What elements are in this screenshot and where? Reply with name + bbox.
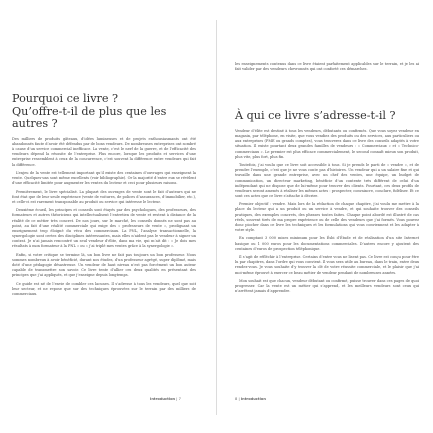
right-paragraph: En comptant 3 000 mises minimum pour les Ésbi d’Étude et de réalisation d’un site Internet basique ou 1 000 euros pour les documentations commerciales. D’autres encore y ajoutent des centaines d’euros de prospection téléphonique.: [235, 236, 419, 251]
right-page-top-text: [235, 62, 419, 72]
right-footer-separator: |: [238, 397, 241, 401]
left-heading-line2: Qu’offre-t-il de plus que les autres ?: [12, 104, 167, 131]
right-paragraph: Toutefois, j’ai voulu que ce livre soit accessible à tous. Si je prends le parti de « vendre », et de prendre l’exemple, c’est que je ne vous conte pas d’histoires. Un vendeur qui a un salaire fixe et qui travaille dans une grande entreprise, avec un chef des ventes, une équipe, un budget de communication, un directeur marketing, bénéficie d’un contexte très différent de celui d’un indépendant qui ne dispose que de lui-même pour trouver des clients. Pourtant, ces deux profils de vendeurs seront amenés à réaliser les mêmes actes : prospecter, convaincre, conclure, fidéliser. Et ce sont ces actes que ce livre s’attache à décrire.: [235, 163, 419, 198]
right-paragraph: Premier objectif : vendre. Mais lors de la rédaction de chaque chapitre, j’ai voulu me mettre à la place du lecteur qui a un produit ou un service à vendre, et qui souhaite trouver des conseils pratiques, des exemples concrets, des phrases toutes faites. Chaque point abordé est illustré de cas réels, souvent tirés de ma propre expérience ou de celle des vendeurs que j’ai formés. Vous pouvez donc piocher dans ce livre les techniques et les formulations qui vous conviennent et les adapter à votre style.: [235, 202, 419, 233]
left-page-footer: [150, 397, 181, 401]
right-page-heading: À qui ce livre s’adresse-t-il ?: [235, 109, 396, 123]
left-page-number: 7: [178, 397, 181, 401]
left-page-body: [12, 137, 196, 297]
left-paragraph: Ce guide est né de l’envie de combler ces lacunes. Il s’adresse à tous les vendeurs, quel que soit leur secteur, et ne repose que sur des techniques éprouvées sur le terrain par des milliers de commerciaux.: [12, 281, 196, 296]
right-page-footer: [235, 397, 266, 401]
right-paragraph: Vendeur d’élite est destiné à tous les vendeurs, débutants ou confirmés. Que vous soyez vendeur en magasin, par téléphone, en visite, que vous vendiez des produits ou des services, aux particuliers ou aux entreprises (PME ou grands comptes), vous trouverez dans ce livre des conseils adaptés à votre situation. Il existe pourtant deux grandes familles de vendeurs : « Commerciaux » et « Technico-commerciaux ». Le premier est plus efficace commercialement, le second connaît mieux son produit, plus vite, plus fort, plus fin.: [235, 128, 419, 159]
left-paragraph: Deuxième écueil, les principes et conseils sont étayés par des psychologues, des professeurs, des formateurs et autres théoriciens qui intellectualisent l’entretien de vente et restent à distance de la réalité de ce métier très concret. De nos jours, sur le marché, les conseils donnés ne sont pas au point, au fait d’une réalité commerciale qui exige des « professeurs de vente », prodiguant un enseignement trop éloigné du vécu des commerciaux. La PNL, l’analyse transactionnelle, la synergologie sont certes des disciplines intéressantes, mais elles n’aident pas le vendeur à signer un contrat. Je n’ai jamais rencontré un seul vendeur d’élite, dans ma vie, qui m’ait dit : « Je dois mes résultats à mon formateur à la PNL » ou « j’ai triplé mes ventes grâce à la synergologie ».: [12, 208, 196, 249]
left-heading-line1: Pourquoi ce livre ?: [12, 92, 119, 105]
left-footer-separator: |: [176, 397, 179, 401]
left-page: [12, 93, 196, 300]
left-page-heading: [12, 93, 196, 131]
left-paragraph: Enfin, si votre critique se termine là, un bon livre ne fait pas toujours un bon professeur. Nous sommes nombreux à avoir bénéficié, durant nos études, d’un professeur agrégé, super diplômé, mais doté d’une pédagogie désastreuse. Un vendeur de haut niveau n’est pas forcément un bon auteur capable de transmettre son savoir. Ce livre tente d’allier ces deux qualités en présentant des principes que j’ai appliqués, et que j’enseigne depuis longtemps.: [12, 252, 196, 278]
right-footer-label: Introduction: [240, 397, 266, 401]
right-paragraph: Mon souhait est que chacun, vendeur débutant ou confirmé, puisse trouver dans ces pages de quoi progresser. Car la vente est un métier qui s’apprend, et les meilleurs vendeurs sont ceux qui n’arrêtent jamais d’apprendre.: [235, 278, 419, 294]
left-paragraph: Des milliers de produits gâteaux, d’idées lumineuses et de projets enthousiasmants ont été abandonnés faute d’avoir été défendus par de bons vendeurs. De nombreuses entreprises ont sombré à cause d’un service commercial inefficace. La vente, c’est le nerf de la guerre, et de l’efficacité des vendeurs dépend la réussite de l’entreprise. Plus encore, lorsque les produits et services d’une entreprise ressemblent à ceux de la concurrence, c’est souvent la différence entre vendeurs qui fait la différence.: [12, 136, 196, 167]
right-paragraph: Il s’agit de réfléchir à l’entreprise. Certains d’entre vous ne lisent pas. Ce livre est conçu pour être lu par chapitres, dans l’ordre qui vous convient. Il vous sera utile au bureau, dans le train, entre deux rendez-vous. Je vous souhaite d’y trouver la clé de votre réussite commerciale, et le plaisir que j’ai moi-même éprouvé à exercer ce beau métier de vendeur pendant de nombreuses années.: [235, 255, 419, 275]
right-top-paragraph: les enseignements contenus dans ce livre étaient parfaitement applicables sur le terrain, et je les ai fait valider par des vendeurs chevronnés qui ont conforté ces démarches.: [235, 62, 419, 72]
right-page: [235, 62, 419, 298]
page-gutter: [216, 20, 217, 415]
left-paragraph: L’enjeu de la vente est tellement important qu’il existe des centaines d’ouvrages qui enseignent la vente. Quelques-uns sont même excellents (voir bibliographie). Or la majorité d’entre eux se révèlent d’une efficacité limitée pour augmenter les ventes du lecteur et ceci pour plusieurs raisons.: [12, 170, 196, 186]
left-footer-label: Introduction: [150, 397, 176, 401]
right-page-number: 8: [235, 397, 238, 401]
left-paragraph: Premièrement, le livre spécialisé. La plupart des ouvrages de vente sont le fait d’auteurs qui ne font état que de leur seule expérience (vente de voitures, de polices d’assurances, d’immobilier, etc.), et celle-ci est rarement transposable au produit ou service qui intéresse le lecteur.: [12, 189, 196, 204]
right-page-body: [235, 129, 419, 294]
